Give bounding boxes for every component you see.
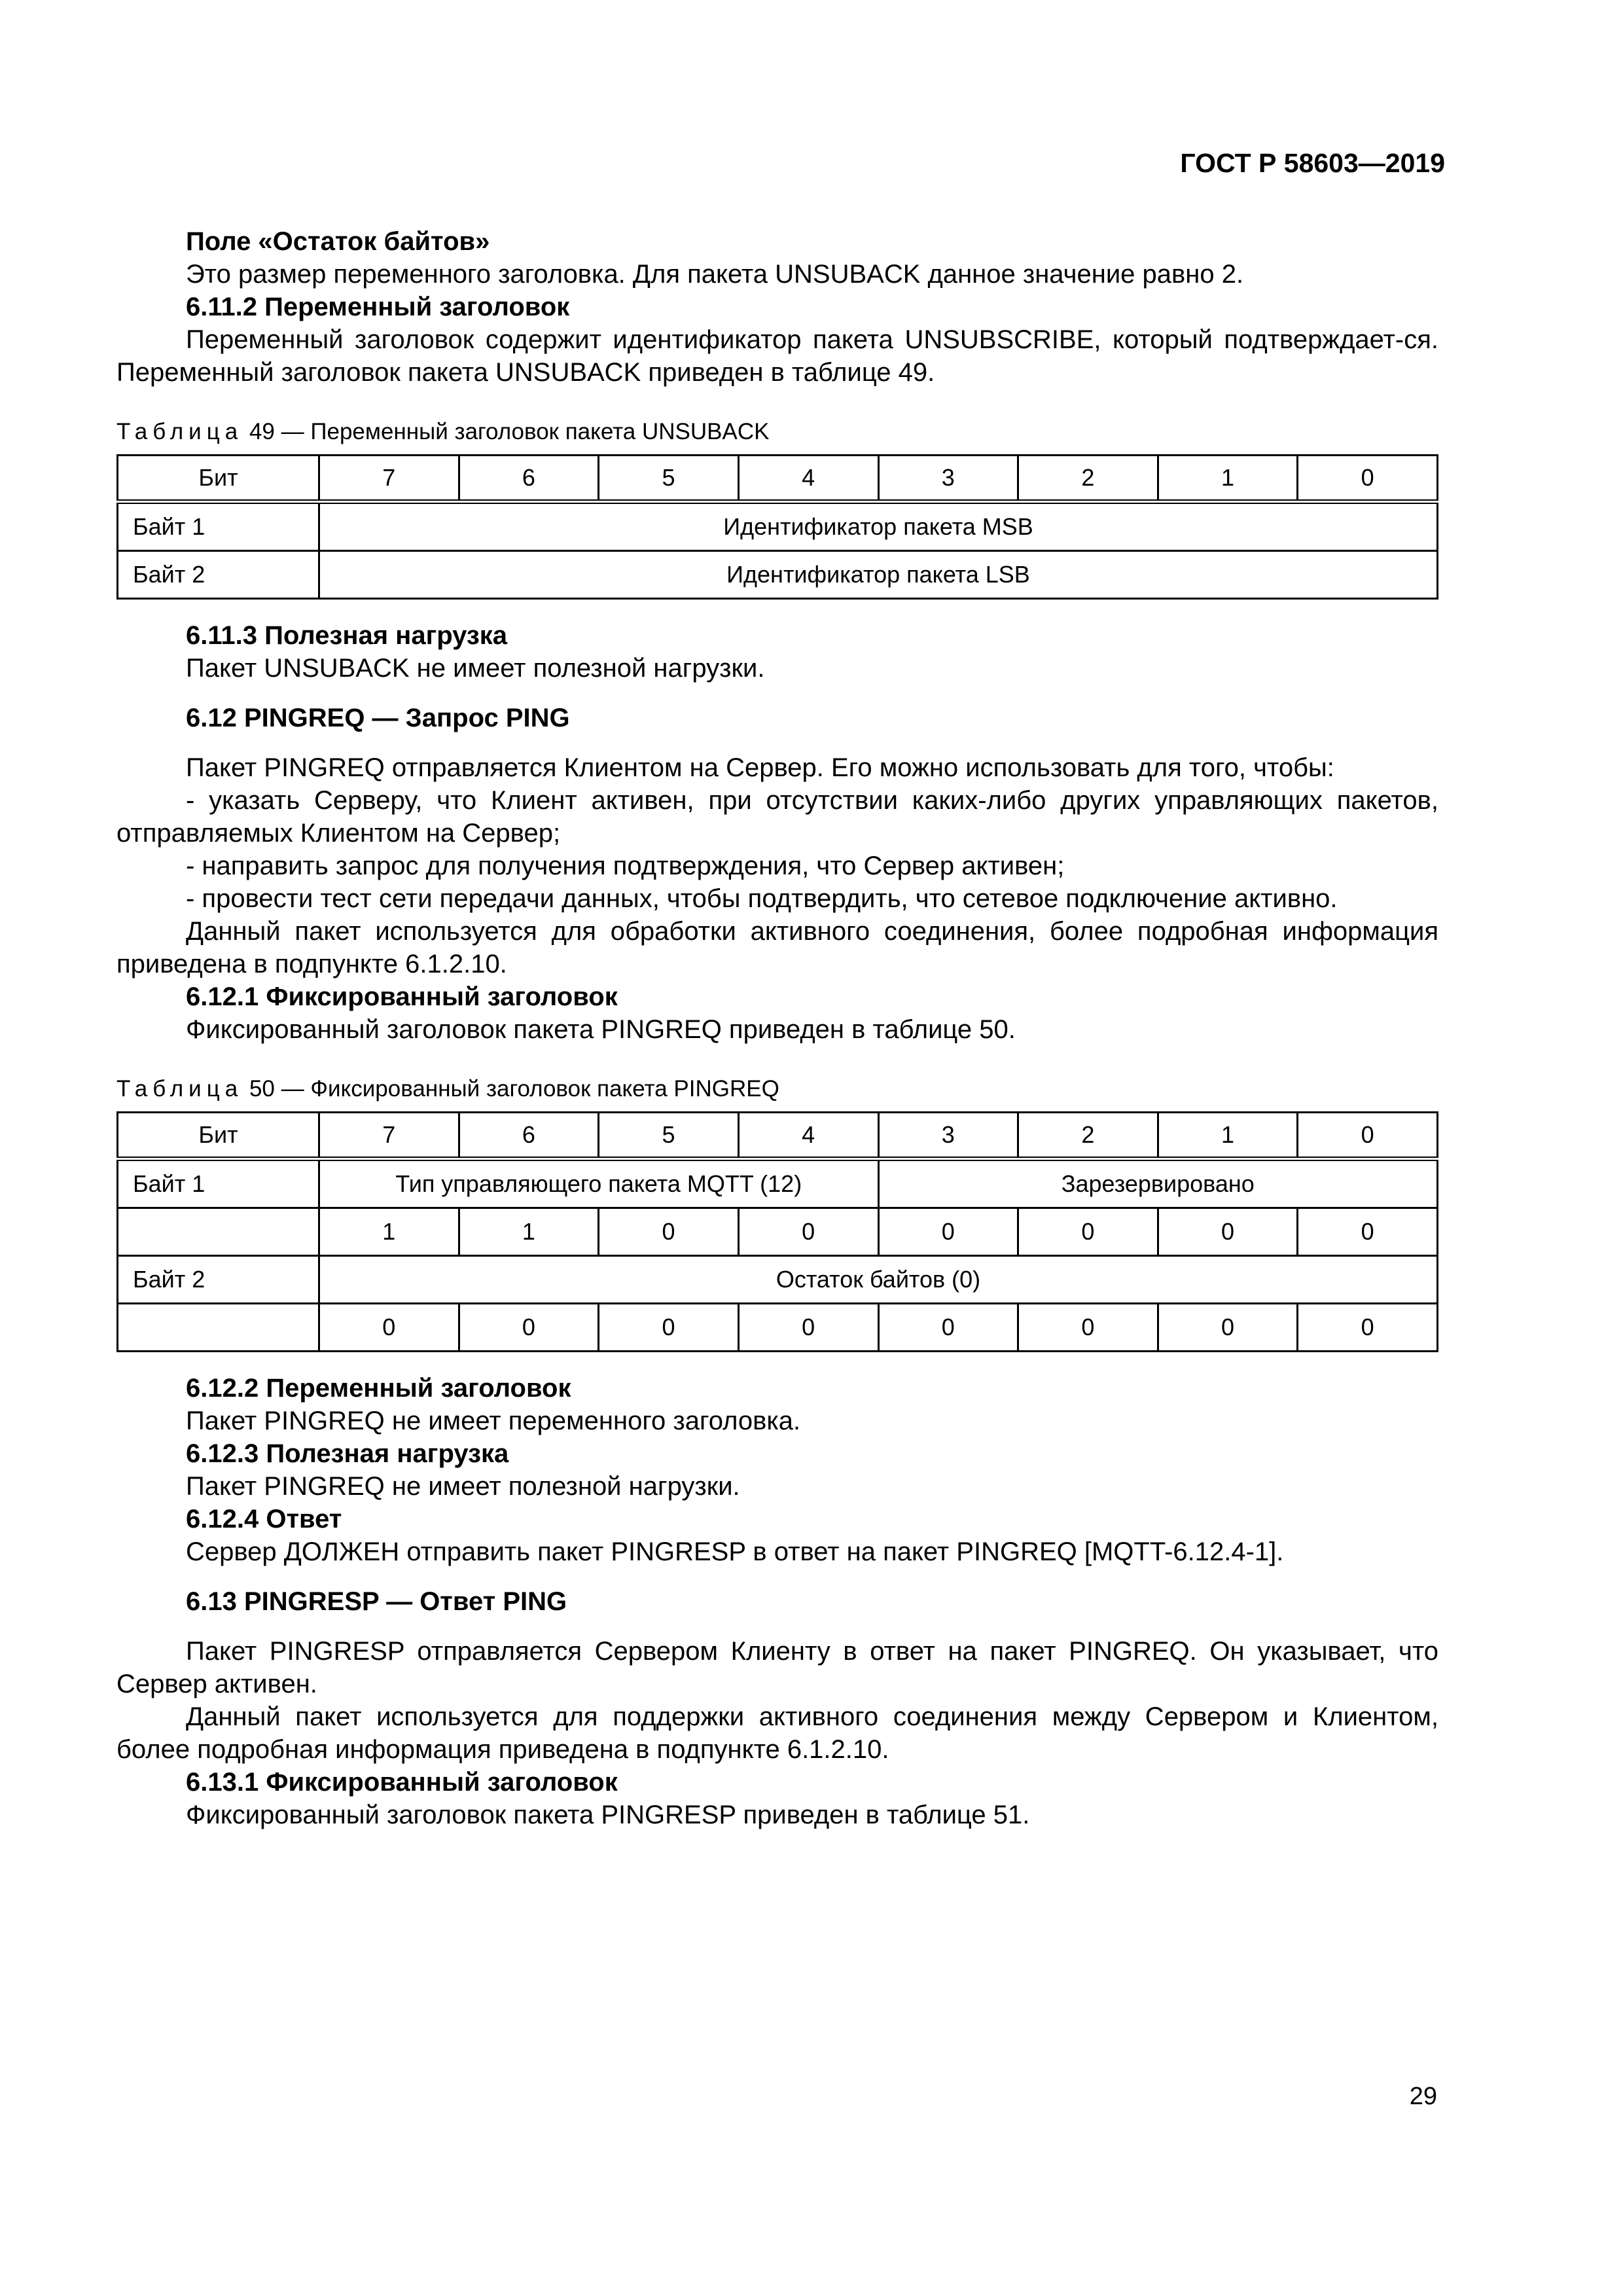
section-heading: 6.11.3 Полезная нагрузка xyxy=(186,621,508,650)
table-caption-text: 50 — Фиксированный заголовок пакета PINGREQ xyxy=(249,1076,779,1102)
header-cell: 4 xyxy=(738,1113,878,1159)
bit-cell: 0 xyxy=(1298,1208,1438,1256)
bit-cell: 0 xyxy=(1298,1304,1438,1352)
reserved-cell: Зарезервировано xyxy=(878,1159,1438,1208)
header-cell: 0 xyxy=(1298,456,1438,502)
header-cell: 1 xyxy=(1158,456,1298,502)
header-cell: 3 xyxy=(878,456,1018,502)
header-cell: 3 xyxy=(878,1113,1018,1159)
paragraph: Данный пакет используется для обработки активного соединения, более подробная информация приведена в подпункте 6.1.2.10. xyxy=(116,917,1438,978)
bit-cell: 0 xyxy=(878,1208,1018,1256)
row-value: Идентификатор пакета MSB xyxy=(319,502,1438,551)
list-item: - направить запрос для получения подтверждения, что Сервер активен; xyxy=(186,852,1065,880)
bit-cell: 0 xyxy=(599,1304,739,1352)
paragraph: Пакет PINGRESP отправляется Сервером Клиенту в ответ на пакет PINGREQ. Он указывает, что Сервер активен. xyxy=(116,1637,1438,1698)
bit-cell: 0 xyxy=(1158,1304,1298,1352)
table-row xyxy=(118,1208,1438,1256)
table-row xyxy=(118,1304,1438,1352)
section-heading: 6.12 PINGREQ — Запрос PING xyxy=(186,704,570,732)
table-49 xyxy=(116,454,1438,600)
paragraph: Фиксированный заголовок пакета PINGRESP приведен в таблице 51. xyxy=(186,1801,1030,1829)
header-cell: 5 xyxy=(599,1113,739,1159)
section-heading: 6.12.1 Фиксированный заголовок xyxy=(186,982,618,1011)
empty-cell xyxy=(118,1304,319,1352)
page-number: 29 xyxy=(1409,2083,1437,2110)
table-row xyxy=(118,1159,1438,1208)
table-header-row xyxy=(118,1113,1438,1159)
bit-cell: 0 xyxy=(599,1208,739,1256)
table-50-caption xyxy=(116,1075,1438,1103)
header-cell: 7 xyxy=(319,1113,459,1159)
paragraph: Данный пакет используется для поддержки активного соединения между Сервером и Клиентом, более подробная информация приведена в подпункте 6.1.2.10. xyxy=(116,1702,1438,1764)
bit-cell: 0 xyxy=(1018,1304,1158,1352)
header-cell: 4 xyxy=(738,456,878,502)
table-caption-label: Таблица xyxy=(116,1076,243,1102)
section-heading: 6.11.2 Переменный заголовок xyxy=(186,293,570,321)
field-heading: Поле «Остаток байтов» xyxy=(186,227,490,256)
list-item: - указать Серверу, что Клиент активен, при отсутствии каких-либо других управляющих пакетов, отправляемых Клиентом на Сервер; xyxy=(116,786,1438,848)
header-cell: 6 xyxy=(459,1113,599,1159)
empty-cell xyxy=(118,1208,319,1256)
row-label: Байт 2 xyxy=(118,551,319,599)
paragraph: Пакет UNSUBACK не имеет полезной нагрузки. xyxy=(186,654,765,683)
header-cell: 0 xyxy=(1298,1113,1438,1159)
table-row xyxy=(118,1256,1438,1304)
header-cell: 6 xyxy=(459,456,599,502)
standard-header: ГОСТ Р 58603—2019 xyxy=(1180,148,1445,178)
table-50 xyxy=(116,1111,1438,1352)
bit-cell: 0 xyxy=(459,1304,599,1352)
table-caption-text: 49 — Переменный заголовок пакета UNSUBACK xyxy=(249,419,770,444)
bit-cell: 0 xyxy=(878,1304,1018,1352)
section-heading: 6.13.1 Фиксированный заголовок xyxy=(186,1768,618,1797)
row-value: Идентификатор пакета LSB xyxy=(319,551,1438,599)
page-content xyxy=(116,225,1438,1831)
bit-cell: 0 xyxy=(738,1304,878,1352)
header-cell: 7 xyxy=(319,456,459,502)
table-header-row xyxy=(118,456,1438,502)
table-row xyxy=(118,551,1438,599)
table-49-caption xyxy=(116,418,1438,446)
header-cell: 5 xyxy=(599,456,739,502)
paragraph: Пакет PINGREQ отправляется Клиентом на Сервер. Его можно использовать для того, чтобы: xyxy=(186,753,1334,782)
section-heading: 6.13 PINGRESP — Ответ PING xyxy=(186,1587,567,1616)
section-heading: 6.12.3 Полезная нагрузка xyxy=(186,1439,509,1468)
header-cell: 1 xyxy=(1158,1113,1298,1159)
paragraph: Пакет PINGREQ не имеет переменного заголовка. xyxy=(186,1407,801,1435)
paragraph: Фиксированный заголовок пакета PINGREQ приведен в таблице 50. xyxy=(186,1015,1016,1044)
bit-cell: 0 xyxy=(1018,1208,1158,1256)
remaining-length-cell: Остаток байтов (0) xyxy=(319,1256,1438,1304)
bit-cell: 1 xyxy=(459,1208,599,1256)
section-heading: 6.12.2 Переменный заголовок xyxy=(186,1374,571,1403)
paragraph: Это размер переменного заголовка. Для пакета UNSUBACK данное значение равно 2. xyxy=(186,260,1244,289)
paragraph: Переменный заголовок содержит идентификатор пакета UNSUBSCRIBE, который подтверждает-ся. Переменный заголовок пакета UNSUBACK приведен в таблице 49. xyxy=(116,325,1438,387)
paragraph: Пакет PINGREQ не имеет полезной нагрузки. xyxy=(186,1472,740,1501)
table-row xyxy=(118,502,1438,551)
section-heading: 6.12.4 Ответ xyxy=(186,1505,342,1534)
row-label: Байт 1 xyxy=(118,502,319,551)
paragraph: Сервер ДОЛЖЕН отправить пакет PINGRESP в ответ на пакет PINGREQ [MQTT-6.12.4-1]. xyxy=(186,1537,1284,1566)
packet-type-cell: Тип управляющего пакета MQTT (12) xyxy=(319,1159,879,1208)
header-cell: 2 xyxy=(1018,456,1158,502)
bit-cell: 0 xyxy=(738,1208,878,1256)
row-label: Байт 2 xyxy=(118,1256,319,1304)
table-caption-label: Таблица xyxy=(116,419,243,444)
row-label: Байт 1 xyxy=(118,1159,319,1208)
bit-cell: 1 xyxy=(319,1208,459,1256)
header-cell-bit: Бит xyxy=(118,456,319,502)
header-cell: 2 xyxy=(1018,1113,1158,1159)
bit-cell: 0 xyxy=(319,1304,459,1352)
header-cell-bit: Бит xyxy=(118,1113,319,1159)
bit-cell: 0 xyxy=(1158,1208,1298,1256)
list-item: - провести тест сети передачи данных, чтобы подтвердить, что сетевое подключение активно. xyxy=(186,884,1338,913)
